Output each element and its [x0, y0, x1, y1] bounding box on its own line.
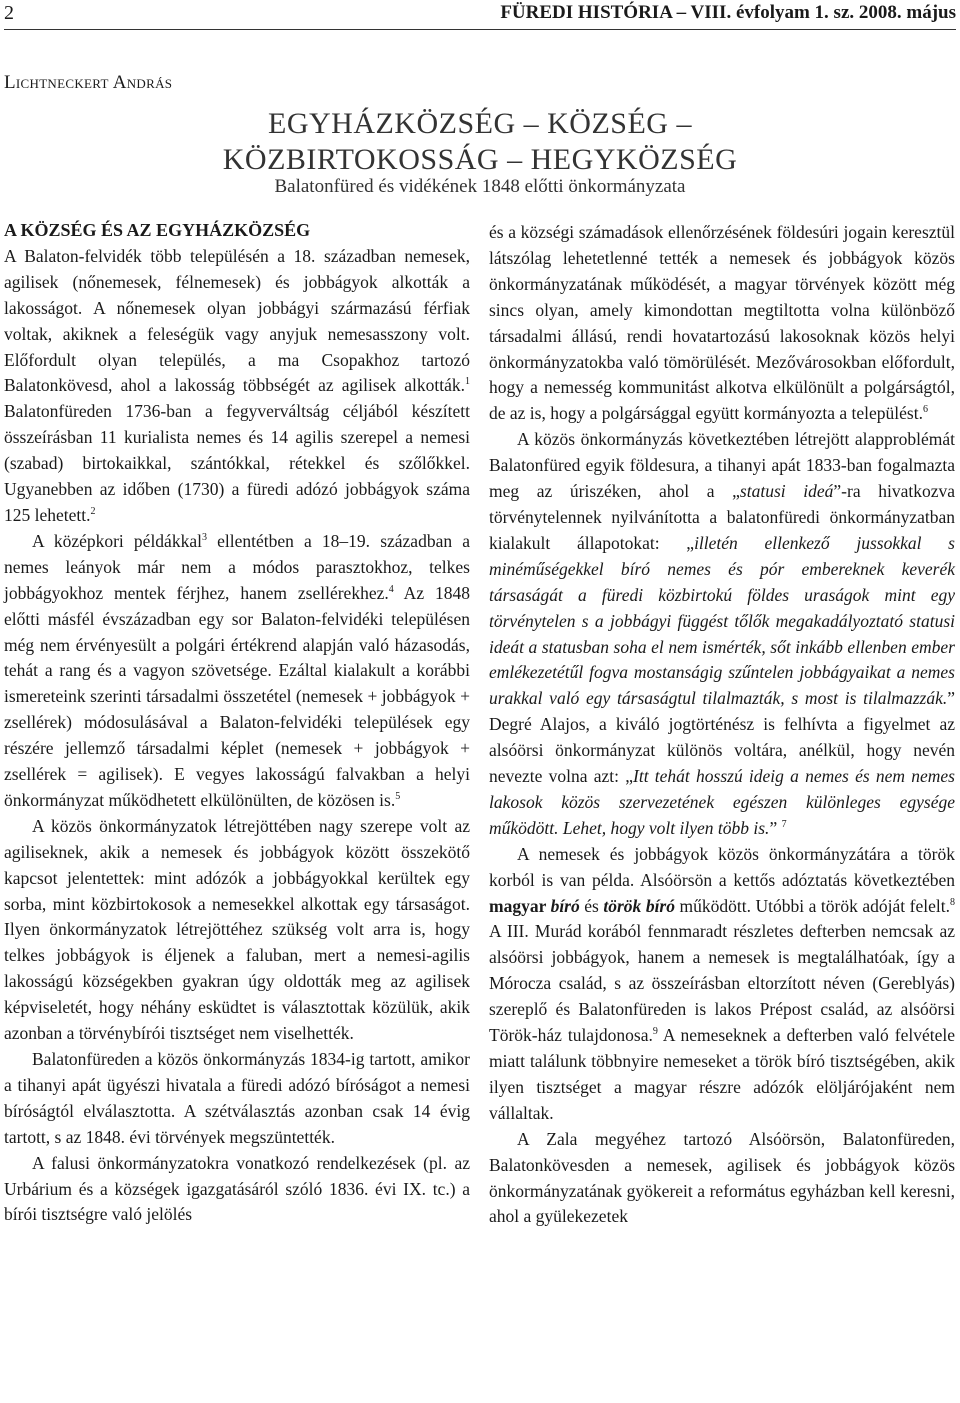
bold-italic-term: török bíró [603, 895, 675, 916]
article-title [200, 106, 760, 178]
footnote-ref[interactable]: 8 [950, 896, 955, 908]
text-run: A középkori példákkal [32, 530, 202, 551]
paragraph [4, 244, 470, 529]
paragraph [489, 220, 955, 427]
left-column [4, 218, 470, 1228]
text-run: Az 1848 előtti másfél évszázadban egy sor Balaton-felvidéki településen még nem érvényesült a polgári értékrend alapján való házasodás, tehát a rang és a vagyon szövetsége. Ezáltal kialakult a korábbi ismereteink szerinti társadalmi összetétel (nemesek + jobbágyok + zsellérek) módosulásával a Balaton-felvidéki települések egy részére jellemző társadalmi képlet (nemesek + jobbágyok + zsellérek = agilisek). E vegyes lakosságú falvakban a helyi önkormányzat működhetett elkülönülten, de közösen is. [4, 582, 470, 810]
bold-italic-term: bíró [550, 895, 580, 916]
text-run: működött. Utóbbi a török adóját felelt. [675, 895, 950, 916]
italic-quote: illetén ellenkező jussokkal s minéműségekkel bíró nemes és pór embereknek keverék társaságát a füredi közbirtokú földes uraságok mint egy törvénytelen s a jobbágyi függést tőlők megakadályoztató statusi ideát a statusban soha el nem ismérték, sőt inkább ellenben ember emlékezetétűl fogva mostanságig szűntelen jobbágyaikat a nemes urakkal való egy társaságtul tilalmazták, s most is tilalmazzák. [489, 532, 955, 709]
footnote-ref[interactable]: 3 [201, 531, 207, 543]
running-head: FÜREDI HISTÓRIA – VIII. évfolyam 1. sz. 2008. május [500, 2, 956, 23]
text-run: ” Degré Alajos, a kiváló jogtörténész is felhívta a figyelmet az alsóörsi önkormányzat különös voltára, anélkül, hogy nevén nevezte volna azt: „ [489, 688, 955, 787]
page-number: 2 [4, 2, 14, 24]
paragraph [489, 427, 955, 842]
text-run: és a községi számadások ellenőrzésének földesúri jogain keresztül látszólag lehetetlenné tették a nemesek és jobbágyok közös önkormányzatának működését, a magyar törvények között még sincs olyan, amely kimondottan megtiltotta volna különböző társadalmi állású, rendi hovatartozású lakosoknak közös helyi önkormányzatokba való tömörülését. Mezővárosokban előfordult, hogy a nemesség kommunitást alkotva elkülönült a polgárságtól, de az is, hogy a polgársággal együtt kormányozta a települést. [489, 222, 955, 424]
bold-term: magyar [489, 895, 551, 916]
text-run: ” [769, 817, 782, 838]
page-header [4, 2, 956, 28]
article-subtitle: Balatonfüred és vidékének 1848 előtti önkormányzata [274, 176, 686, 197]
paragraph [4, 529, 470, 814]
author-name: Lichtneckert András [4, 72, 173, 93]
right-column [489, 220, 955, 1230]
text-run: ”-ra hivatkozva törvénytelennek nyilvánította a balatonfüredi önkormányzatban kialakult állapotokat: „ [489, 481, 955, 553]
footnote-ref[interactable]: 4 [388, 583, 394, 595]
text-run: Balatonfüreden 1736-ban a fegyverváltság céljából készített összeírásban 11 kurialista nemes és 14 agilis szerepel a nemesi (szabad) birtokaikkal, szántókkal, rétekkel és szőlőkkel. Ugyanebben az időben (1730) a füredi adózó jobbágyok száma 125 lehetett. [4, 401, 470, 525]
italic-quote: statusi ideá [739, 481, 834, 502]
footnote-ref[interactable]: 9 [652, 1026, 658, 1038]
title-line-1: EGYHÁZKÖZSÉG – KÖZSÉG – [268, 107, 692, 140]
text-run: A III. Murád korából fennmaradt részletes defterben nemcsak az alsóörsi jobbágyok, hanem a nemesek is megtalálhatóak, így a Mórocza család, s az összeírásban eltorzított néven (Gereblyás) szereplő és Balatonfüreden is lakos Prépost család, az alsóörsi Török-ház tulajdonosa. [489, 921, 955, 1046]
footnote-ref[interactable]: 7 [781, 818, 787, 830]
section-heading: A KÖZSÉG ÉS AZ EGYHÁZKÖZSÉG [4, 220, 311, 240]
footnote-ref[interactable]: 5 [395, 790, 401, 802]
paragraph: Balatonfüreden a közös önkormányzás 1834-ig tartott, amikor a tihanyi apát ügyészi hivatala a füredi adózó bíróságot a nemesi bíróságtól elválasztotta. A szétválasztás azonban csak 14 évig tartott, s az 1848. évi törvények megszüntették. [4, 1049, 470, 1147]
text-run: ellentétben a 18–19. században a nemes leányok már nem a módos parasztokhoz, telkes jobbágyokhoz mentek férjhez, hanem zsellérekhez. [4, 530, 470, 603]
paragraph [489, 842, 955, 1127]
paragraph: A közös önkormányzatok létrejöttében nagy szerepe volt az agiliseknek, akik a nemesek és jobbágyok között összekötő kapcsot jelentettek: mint adózók a jobbágyokkal kerültek egy sorba, mint közbirtokosok a nemesekkel alkottak egy társaságot. Ilyen önkormányzatok létrejöttéhez szükség volt arra is, hogy telkes jobbágyok is éljenek a faluban, mert a nemesi-agilis lakosságú községekben gyakran úgy oldották meg az agilisek képviseletét, hogy néhány esküdtet is választottak közülük, akik azonban a törvénybírói tisztséget nem viselhették. [4, 815, 470, 1044]
text-run: A nemeseknek a defterben való felvétele miatt találunk többnyire nemeseket a török bíró tisztségében, akik ilyen tisztséget a magyar részre adózók elöljárójaként nem vállaltak. [489, 1025, 955, 1123]
text-run: A Balaton-felvidék több településén a 18. században nemesek, agilisek (nőnemesek, félnemesek) és jobbágyok alkották a lakosságot. A nőnemesek olyan jobbágyi származású férfiak voltak, akiknek a feleségük vagy anyjuk nemesasszony volt. Előfordult olyan település, a ma Csopakhoz tartozó Balatonkövesd, ahol a lakosság többségét az agilisek alkották. [4, 245, 470, 396]
title-line-2: KÖZBIRTOKOSSÁG – HEGYKÖZSÉG [222, 143, 738, 176]
text-run: A nemesek és jobbágyok közös önkormányzátára a török korból is van példa. Alsóörsön a kettős adóztatás következtében [489, 843, 955, 890]
footnote-ref[interactable]: 1 [465, 376, 470, 388]
footnote-ref[interactable]: 6 [922, 404, 928, 416]
footnote-ref[interactable]: 2 [90, 505, 96, 517]
paragraph: A Zala megyéhez tartozó Alsóörsön, Balatonfüreden, Balatonkövesden a nemesek, agilisek és jobbágyok közös önkormányzatának gyökereit a református egyházban kell keresni, ahol a gyülekezetek [489, 1128, 955, 1227]
text-run: és [579, 895, 604, 916]
text-run: A közös önkormányzás következtében létrejött alapproblémát Balatonfüred egyik földesura, a tihanyi apát 1833-ban fogalmazta meg az úriszéken, ahol a „ [489, 429, 955, 502]
italic-quote: Itt tehát hosszú ideig a nemes és nem nemes lakosok közös szervezetének egészen különleges egysége működött. Lehet, hogy volt ilyen több is. [489, 766, 955, 838]
paragraph: A falusi önkormányzatokra vonatkozó rendelkezések (pl. az Urbárium és a községek igazgatásáról szóló 1836. évi IX. tc.) a bírói tisztségre való jelölés [4, 1152, 470, 1225]
header-rule [4, 29, 956, 30]
